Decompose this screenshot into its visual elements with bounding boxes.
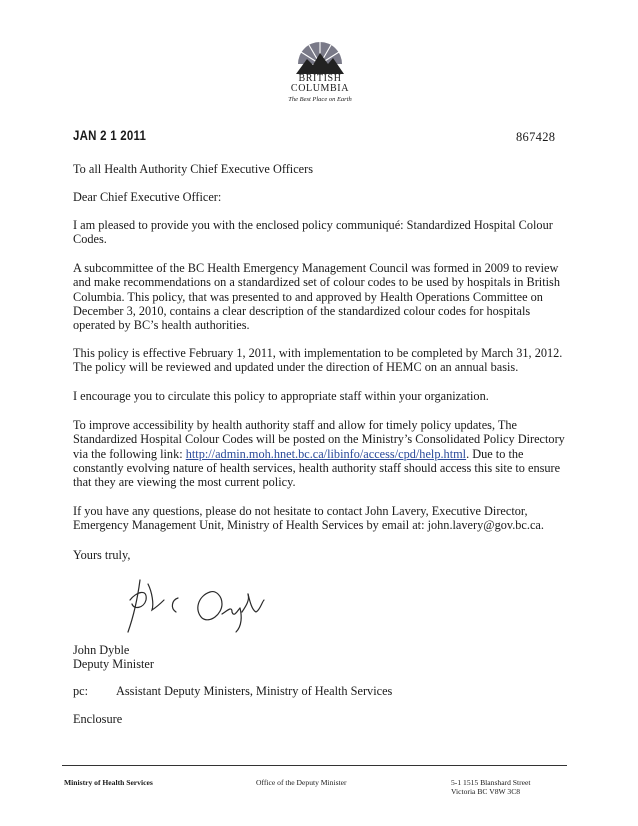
bc-sun-mountain-icon xyxy=(295,40,345,74)
letterhead-tagline: The Best Place on Earth xyxy=(288,96,352,103)
signer-title: Deputy Minister xyxy=(73,657,154,671)
enclosure-note: Enclosure xyxy=(73,712,123,726)
footer-ministry: Ministry of Health Services xyxy=(64,778,153,787)
date-stamp: JAN 2 1 2011 xyxy=(73,127,147,143)
paragraph-contact: If you have any questions, please do not hesitate to contact John Lavery, Executive Director, Emergency Management Unit, Ministry of Health Services by email at: john.lavery@gov.bc.ca. xyxy=(73,504,544,533)
letterhead-line1: BRITISH xyxy=(298,73,342,84)
paragraph-accessibility xyxy=(73,418,565,489)
paragraph-intro: I am pleased to provide you with the enclosed policy communiqué: Standardized Hospital Colour Codes. xyxy=(73,218,553,247)
footer-address-line1: 5-1 1515 Blanshard Street xyxy=(451,778,531,787)
policy-directory-link[interactable]: http://admin.moh.hnet.bc.ca/libinfo/access/cpd/help.html xyxy=(185,446,467,461)
handwritten-signature xyxy=(118,570,298,640)
accessibility-text-before: To improve accessibility by health authority staff and allow for timely policy updates, The Standardized Hospital Colour Codes will be posted on the Ministry’s Consolidated Policy Directory via the following link: xyxy=(73,418,565,461)
bc-logo xyxy=(268,40,372,105)
footer-divider xyxy=(62,765,567,766)
signer-name: John Dyble xyxy=(73,643,130,657)
paragraph-effective-date: This policy is effective February 1, 2011, with implementation to be completed by March 31, 2012. The policy will be reviewed and updated under the direction of HEMC on an annual basis. xyxy=(73,346,563,375)
addressee-line: To all Health Authority Chief Executive Officers xyxy=(73,162,313,176)
accessibility-text-after: . Due to the constantly evolving nature of health services, health authority staff should access this site to ensure that they are viewing the most current policy. xyxy=(73,446,561,490)
closing: Yours truly, xyxy=(73,548,131,562)
footer-office: Office of the Deputy Minister xyxy=(256,778,347,787)
footer-address xyxy=(451,779,531,796)
pc-recipients: Assistant Deputy Ministers, Ministry of Health Services xyxy=(116,684,393,698)
pc-label: pc: xyxy=(73,684,89,698)
salutation: Dear Chief Executive Officer: xyxy=(73,190,222,204)
paragraph-circulate: I encourage you to circulate this policy to appropriate staff within your organization. xyxy=(73,389,489,403)
reference-number: 867428 xyxy=(516,130,556,144)
footer-address-line2: Victoria BC V8W 3C8 xyxy=(451,786,521,796)
letterhead-line2: COLUMBIA xyxy=(290,83,350,94)
paragraph-background: A subcommittee of the BC Health Emergency Management Council was formed in 2009 to review and make recommendations on a standardized set of colour codes to be used by hospitals in British Columbia. This policy, that was presented to and approved by Health Operations Committee on December 3, 2010, contains a clear description of the standardized colour codes for hospitals operated by BC’s health authorities. xyxy=(73,261,560,333)
